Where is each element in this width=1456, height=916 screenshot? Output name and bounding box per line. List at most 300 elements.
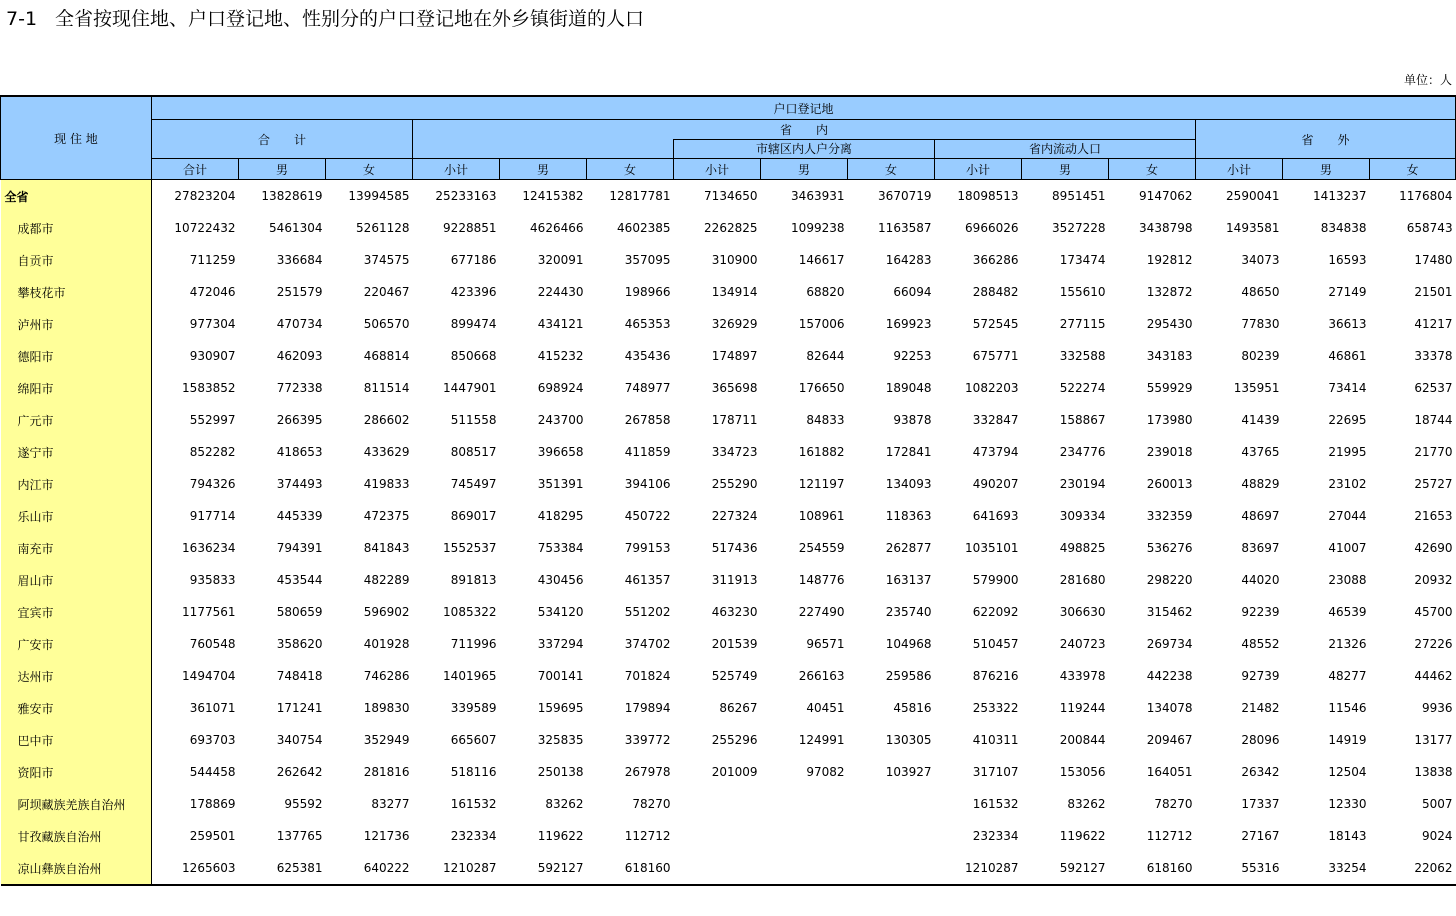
table-cell: 1493581 [1226, 221, 1280, 235]
table-cell: 891813 [450, 573, 497, 587]
table-cell: 6966026 [965, 221, 1019, 235]
table-cell: 799153 [624, 541, 671, 555]
table-number: 7-1 [6, 8, 38, 30]
region-name: 德阳市 [1, 340, 152, 372]
table-cell: 552997 [189, 413, 236, 427]
table-cell: 34073 [1241, 253, 1280, 267]
table-cell: 472375 [363, 509, 410, 523]
region-name: 自贡市 [1, 244, 152, 276]
table-cell: 21995 [1328, 445, 1367, 459]
table-cell: 119622 [1059, 829, 1106, 843]
table-row [1, 180, 1456, 213]
table-cell: 4602385 [617, 221, 671, 235]
table-cell [761, 788, 848, 820]
table-cell: 112712 [1146, 829, 1193, 843]
table-cell: 134914 [711, 285, 758, 299]
table-cell: 18143 [1328, 829, 1367, 843]
table-cell: 461357 [624, 573, 671, 587]
table-cell: 240723 [1059, 637, 1106, 651]
table-cell: 92239 [1241, 605, 1280, 619]
region-name: 甘孜藏族自治州 [1, 820, 152, 852]
table-row [1, 852, 1456, 885]
table-cell: 510457 [972, 637, 1019, 651]
col-male-header: 男 [1283, 159, 1370, 180]
table-cell: 625381 [276, 861, 323, 875]
table-cell: 172841 [885, 445, 932, 459]
table-cell: 155610 [1059, 285, 1106, 299]
table-cell: 3670719 [878, 189, 932, 203]
table-cell: 239018 [1146, 445, 1193, 459]
table-cell: 255290 [711, 477, 758, 491]
table-cell: 2262825 [704, 221, 758, 235]
table-cell: 336684 [276, 253, 323, 267]
table-cell: 112712 [624, 829, 671, 843]
table-cell: 25233163 [435, 189, 497, 203]
table-row [1, 596, 1456, 628]
col-female-header: 女 [848, 159, 935, 180]
table-cell: 850668 [450, 349, 497, 363]
table-row [1, 788, 1456, 820]
table-cell: 641693 [972, 509, 1019, 523]
table-cell: 227490 [798, 605, 845, 619]
table-cell [848, 820, 935, 852]
table-cell: 43765 [1241, 445, 1280, 459]
table-cell: 334723 [711, 445, 758, 459]
table-cell: 176650 [798, 381, 845, 395]
table-cell: 260013 [1146, 477, 1193, 491]
table-cell: 13838 [1414, 765, 1453, 779]
table-cell: 701824 [624, 669, 671, 683]
table-row [1, 244, 1456, 276]
table-cell: 41439 [1241, 413, 1280, 427]
table-cell: 1636234 [182, 541, 236, 555]
table-cell: 472046 [189, 285, 236, 299]
table-cell: 132872 [1146, 285, 1193, 299]
table-cell: 253322 [972, 701, 1019, 715]
table-row [1, 756, 1456, 788]
table-cell: 1082203 [965, 381, 1019, 395]
table-cell: 171241 [276, 701, 323, 715]
table-cell: 442238 [1146, 669, 1193, 683]
table-row [1, 436, 1456, 468]
table-cell: 352949 [363, 733, 410, 747]
table-cell: 482289 [363, 573, 410, 587]
table-cell: 5261128 [356, 221, 410, 235]
table-cell: 366286 [972, 253, 1019, 267]
table-cell: 374493 [276, 477, 323, 491]
table-cell: 760548 [189, 637, 236, 651]
table-cell: 899474 [450, 317, 497, 331]
table-cell: 173980 [1146, 413, 1193, 427]
table-cell: 410311 [972, 733, 1019, 747]
table-cell: 1447901 [443, 381, 497, 395]
table-cell: 262877 [885, 541, 932, 555]
table-cell: 23102 [1328, 477, 1367, 491]
table-cell: 1177561 [182, 605, 236, 619]
total-group-header: 合 计 [152, 120, 413, 159]
city-separation-header: 市辖区内人户分离 [674, 139, 935, 159]
table-cell: 269734 [1146, 637, 1193, 651]
table-cell: 77830 [1241, 317, 1280, 331]
table-cell: 326929 [711, 317, 758, 331]
table-cell: 498825 [1059, 541, 1106, 555]
col-female-header: 女 [587, 159, 674, 180]
table-cell: 315462 [1146, 605, 1193, 619]
table-cell: 930907 [189, 349, 236, 363]
table-cell: 80239 [1241, 349, 1280, 363]
table-cell: 97082 [806, 765, 845, 779]
table-cell: 21653 [1414, 509, 1453, 523]
table-cell: 1210287 [965, 861, 1019, 875]
table-cell: 22062 [1414, 861, 1453, 875]
table-cell: 277115 [1059, 317, 1106, 331]
unit-label: 单位：人 [1403, 73, 1452, 87]
table-cell [674, 852, 761, 885]
table-cell: 9147062 [1139, 189, 1193, 203]
table-cell: 298220 [1146, 573, 1193, 587]
table-cell: 200844 [1059, 733, 1106, 747]
table-cell: 365698 [711, 381, 758, 395]
table-cell: 693703 [189, 733, 236, 747]
table-cell: 209467 [1146, 733, 1193, 747]
table-cell: 26342 [1241, 765, 1280, 779]
table-cell: 665607 [450, 733, 497, 747]
table-cell: 267858 [624, 413, 671, 427]
region-name: 成都市 [1, 212, 152, 244]
table-cell: 153056 [1059, 765, 1106, 779]
table-cell: 462093 [276, 349, 323, 363]
table-cell: 286602 [363, 413, 410, 427]
table-row [1, 404, 1456, 436]
table-cell: 27167 [1241, 829, 1280, 843]
table-cell: 159695 [537, 701, 584, 715]
table-cell: 83697 [1241, 541, 1280, 555]
table-cell: 1583852 [182, 381, 236, 395]
table-cell: 339589 [450, 701, 497, 715]
table-cell: 13994585 [348, 189, 410, 203]
table-cell: 445339 [276, 509, 323, 523]
table-cell: 9024 [1422, 829, 1453, 843]
table-cell: 158867 [1059, 413, 1106, 427]
table-cell: 48277 [1328, 669, 1367, 683]
table-cell: 46539 [1328, 605, 1367, 619]
table-cell: 121197 [798, 477, 845, 491]
table-cell: 2590041 [1226, 189, 1280, 203]
population-table [0, 95, 1456, 886]
table-cell: 45816 [893, 701, 932, 715]
table-cell: 596902 [363, 605, 410, 619]
table-cell: 73414 [1328, 381, 1367, 395]
table-cell: 169923 [885, 317, 932, 331]
table-cell: 468814 [363, 349, 410, 363]
table-cell: 1176804 [1399, 189, 1453, 203]
col-male-header: 男 [761, 159, 848, 180]
table-cell: 68820 [806, 285, 845, 299]
table-body [1, 180, 1456, 886]
region-name: 绵阳市 [1, 372, 152, 404]
table-cell: 134078 [1146, 701, 1193, 715]
col-female-header: 女 [326, 159, 413, 180]
table-cell: 179894 [624, 701, 671, 715]
table-row [1, 564, 1456, 596]
table-cell: 281680 [1059, 573, 1106, 587]
table-cell: 465353 [624, 317, 671, 331]
table-cell: 522274 [1059, 381, 1106, 395]
table-cell: 227324 [711, 509, 758, 523]
table-cell: 288482 [972, 285, 1019, 299]
table-cell: 48552 [1241, 637, 1280, 651]
table-cell: 10722432 [174, 221, 236, 235]
table-cell: 250138 [537, 765, 584, 779]
table-row [1, 692, 1456, 724]
table-cell: 251579 [276, 285, 323, 299]
table-cell: 675771 [972, 349, 1019, 363]
table-cell: 1413237 [1313, 189, 1367, 203]
table-cell: 224430 [537, 285, 584, 299]
table-cell: 21770 [1414, 445, 1453, 459]
table-cell: 12817781 [609, 189, 671, 203]
table-cell: 746286 [363, 669, 410, 683]
table-cell: 92739 [1241, 669, 1280, 683]
table-cell: 230194 [1059, 477, 1106, 491]
table-cell: 572545 [972, 317, 1019, 331]
table-cell: 525749 [711, 669, 758, 683]
region-name: 巴中市 [1, 724, 152, 756]
table-cell: 3463931 [791, 189, 845, 203]
table-cell: 11546 [1328, 701, 1367, 715]
table-cell: 46861 [1328, 349, 1367, 363]
table-cell: 411859 [624, 445, 671, 459]
table-cell: 618160 [1146, 861, 1193, 875]
table-cell: 9936 [1422, 701, 1453, 715]
table-cell: 27044 [1328, 509, 1367, 523]
table-cell: 463230 [711, 605, 758, 619]
table-cell: 5007 [1422, 797, 1453, 811]
registration-header: 户口登记地 [152, 96, 1456, 120]
table-cell: 266163 [798, 669, 845, 683]
table-cell: 161882 [798, 445, 845, 459]
table-cell: 1163587 [878, 221, 932, 235]
table-cell [761, 820, 848, 852]
region-name: 阿坝藏族羌族自治州 [1, 788, 152, 820]
table-cell: 794391 [276, 541, 323, 555]
table-cell: 83277 [371, 797, 410, 811]
table-cell: 48697 [1241, 509, 1280, 523]
table-cell: 22695 [1328, 413, 1367, 427]
table-cell: 255296 [711, 733, 758, 747]
col-female-header: 女 [1370, 159, 1456, 180]
table-cell: 243700 [537, 413, 584, 427]
region-name: 达州市 [1, 660, 152, 692]
table-cell: 201539 [711, 637, 758, 651]
table-cell: 317107 [972, 765, 1019, 779]
table-cell: 1265603 [182, 861, 236, 875]
table-cell: 174897 [711, 349, 758, 363]
region-name: 凉山彝族自治州 [1, 852, 152, 885]
table-cell: 8951451 [1052, 189, 1106, 203]
table-cell: 17337 [1241, 797, 1280, 811]
col-male-header: 男 [1022, 159, 1109, 180]
table-cell: 41007 [1328, 541, 1367, 555]
table-cell: 592127 [1059, 861, 1106, 875]
table-cell: 254559 [798, 541, 845, 555]
table-cell: 232334 [450, 829, 497, 843]
table-cell: 7134650 [704, 189, 758, 203]
table-cell: 14919 [1328, 733, 1367, 747]
region-name: 广元市 [1, 404, 152, 436]
table-cell: 201009 [711, 765, 758, 779]
table-cell: 21326 [1328, 637, 1367, 651]
table-cell: 295430 [1146, 317, 1193, 331]
table-cell: 118363 [885, 509, 932, 523]
table-cell [848, 852, 935, 885]
table-cell: 490207 [972, 477, 1019, 491]
table-cell: 518116 [450, 765, 497, 779]
table-cell: 12330 [1328, 797, 1367, 811]
table-cell: 700141 [537, 669, 584, 683]
table-row [1, 628, 1456, 660]
table-cell: 401928 [363, 637, 410, 651]
table-cell: 259586 [885, 669, 932, 683]
table-cell: 135951 [1233, 381, 1280, 395]
table-cell: 13177 [1414, 733, 1453, 747]
table-cell: 161532 [450, 797, 497, 811]
table-cell: 130305 [885, 733, 932, 747]
table-cell: 559929 [1146, 381, 1193, 395]
table-cell: 869017 [450, 509, 497, 523]
table-cell: 262642 [276, 765, 323, 779]
table-cell [848, 788, 935, 820]
table-cell: 17480 [1414, 253, 1453, 267]
table-cell: 103927 [885, 765, 932, 779]
table-row [1, 660, 1456, 692]
table-cell: 511558 [450, 413, 497, 427]
table-cell: 433629 [363, 445, 410, 459]
table-cell: 834838 [1320, 221, 1367, 235]
table-cell: 9228851 [443, 221, 497, 235]
region-name: 全省 [1, 180, 152, 213]
page-title [6, 5, 644, 33]
intra-province-flow-header: 省内流动人口 [935, 139, 1196, 159]
table-cell: 876216 [972, 669, 1019, 683]
table-cell: 157006 [798, 317, 845, 331]
table-cell: 267978 [624, 765, 671, 779]
col-subtotal-header: 小计 [413, 159, 500, 180]
table-cell: 415232 [537, 349, 584, 363]
table-cell: 83262 [1067, 797, 1106, 811]
table-cell: 310900 [711, 253, 758, 267]
table-cell: 66094 [893, 285, 932, 299]
table-cell: 124991 [798, 733, 845, 747]
table-cell: 544458 [189, 765, 236, 779]
table-title: 全省按现住地、户口登记地、性别分的户口登记地在外乡镇街道的人口 [55, 8, 645, 30]
table-cell: 311913 [711, 573, 758, 587]
table-cell: 21501 [1414, 285, 1453, 299]
region-name: 内江市 [1, 468, 152, 500]
table-cell: 21482 [1241, 701, 1280, 715]
table-cell: 33254 [1328, 861, 1367, 875]
table-cell: 12504 [1328, 765, 1367, 779]
table-cell: 419833 [363, 477, 410, 491]
region-name: 南充市 [1, 532, 152, 564]
table-cell: 320091 [537, 253, 584, 267]
table-cell: 164283 [885, 253, 932, 267]
table-cell: 232334 [972, 829, 1019, 843]
table-cell: 394106 [624, 477, 671, 491]
table-cell: 453544 [276, 573, 323, 587]
table-cell: 711996 [450, 637, 497, 651]
table-cell: 36613 [1328, 317, 1367, 331]
table-row [1, 468, 1456, 500]
table-row [1, 820, 1456, 852]
table-cell: 28096 [1241, 733, 1280, 747]
table-cell: 259501 [189, 829, 236, 843]
table-row [1, 276, 1456, 308]
table-cell: 358620 [276, 637, 323, 651]
table-cell: 794326 [189, 477, 236, 491]
in-province-header: 省 内 [413, 120, 1196, 140]
table-cell: 48650 [1241, 285, 1280, 299]
table-cell: 189048 [885, 381, 932, 395]
table-cell: 104968 [885, 637, 932, 651]
table-cell: 23088 [1328, 573, 1367, 587]
table-row [1, 500, 1456, 532]
region-name: 资阳市 [1, 756, 152, 788]
region-name: 攀枝花市 [1, 276, 152, 308]
table-cell: 343183 [1146, 349, 1193, 363]
table-cell: 357095 [624, 253, 671, 267]
table-cell: 745497 [450, 477, 497, 491]
table-cell: 433978 [1059, 669, 1106, 683]
out-province-header: 省 外 [1196, 120, 1456, 159]
table-cell: 33378 [1414, 349, 1453, 363]
table-cell: 658743 [1406, 221, 1453, 235]
table-cell: 536276 [1146, 541, 1193, 555]
col-total-header: 合计 [152, 159, 239, 180]
table-cell: 1099238 [791, 221, 845, 235]
table-cell: 677186 [450, 253, 497, 267]
table-cell: 592127 [537, 861, 584, 875]
table-cell: 146617 [798, 253, 845, 267]
table-cell: 977304 [189, 317, 236, 331]
table-cell: 423396 [450, 285, 497, 299]
table-row [1, 724, 1456, 756]
table-cell: 45700 [1414, 605, 1453, 619]
table-cell: 1085322 [443, 605, 497, 619]
table-cell: 506570 [363, 317, 410, 331]
table-cell: 4626466 [530, 221, 584, 235]
table-cell: 579900 [972, 573, 1019, 587]
in-province-spacer [413, 139, 674, 159]
table-cell: 5461304 [269, 221, 323, 235]
table-cell: 78270 [1154, 797, 1193, 811]
table-cell: 82644 [806, 349, 845, 363]
table-cell: 62537 [1414, 381, 1453, 395]
table-cell: 86267 [719, 701, 758, 715]
table-cell: 55316 [1241, 861, 1280, 875]
table-cell: 1552537 [443, 541, 497, 555]
col-subtotal-header: 小计 [674, 159, 761, 180]
table-cell: 281816 [363, 765, 410, 779]
table-cell: 44462 [1414, 669, 1453, 683]
table-cell: 20932 [1414, 573, 1453, 587]
table-cell: 640222 [363, 861, 410, 875]
table-cell: 332847 [972, 413, 1019, 427]
table-cell: 266395 [276, 413, 323, 427]
table-cell: 92253 [893, 349, 932, 363]
table-cell: 16593 [1328, 253, 1367, 267]
region-name: 乐山市 [1, 500, 152, 532]
